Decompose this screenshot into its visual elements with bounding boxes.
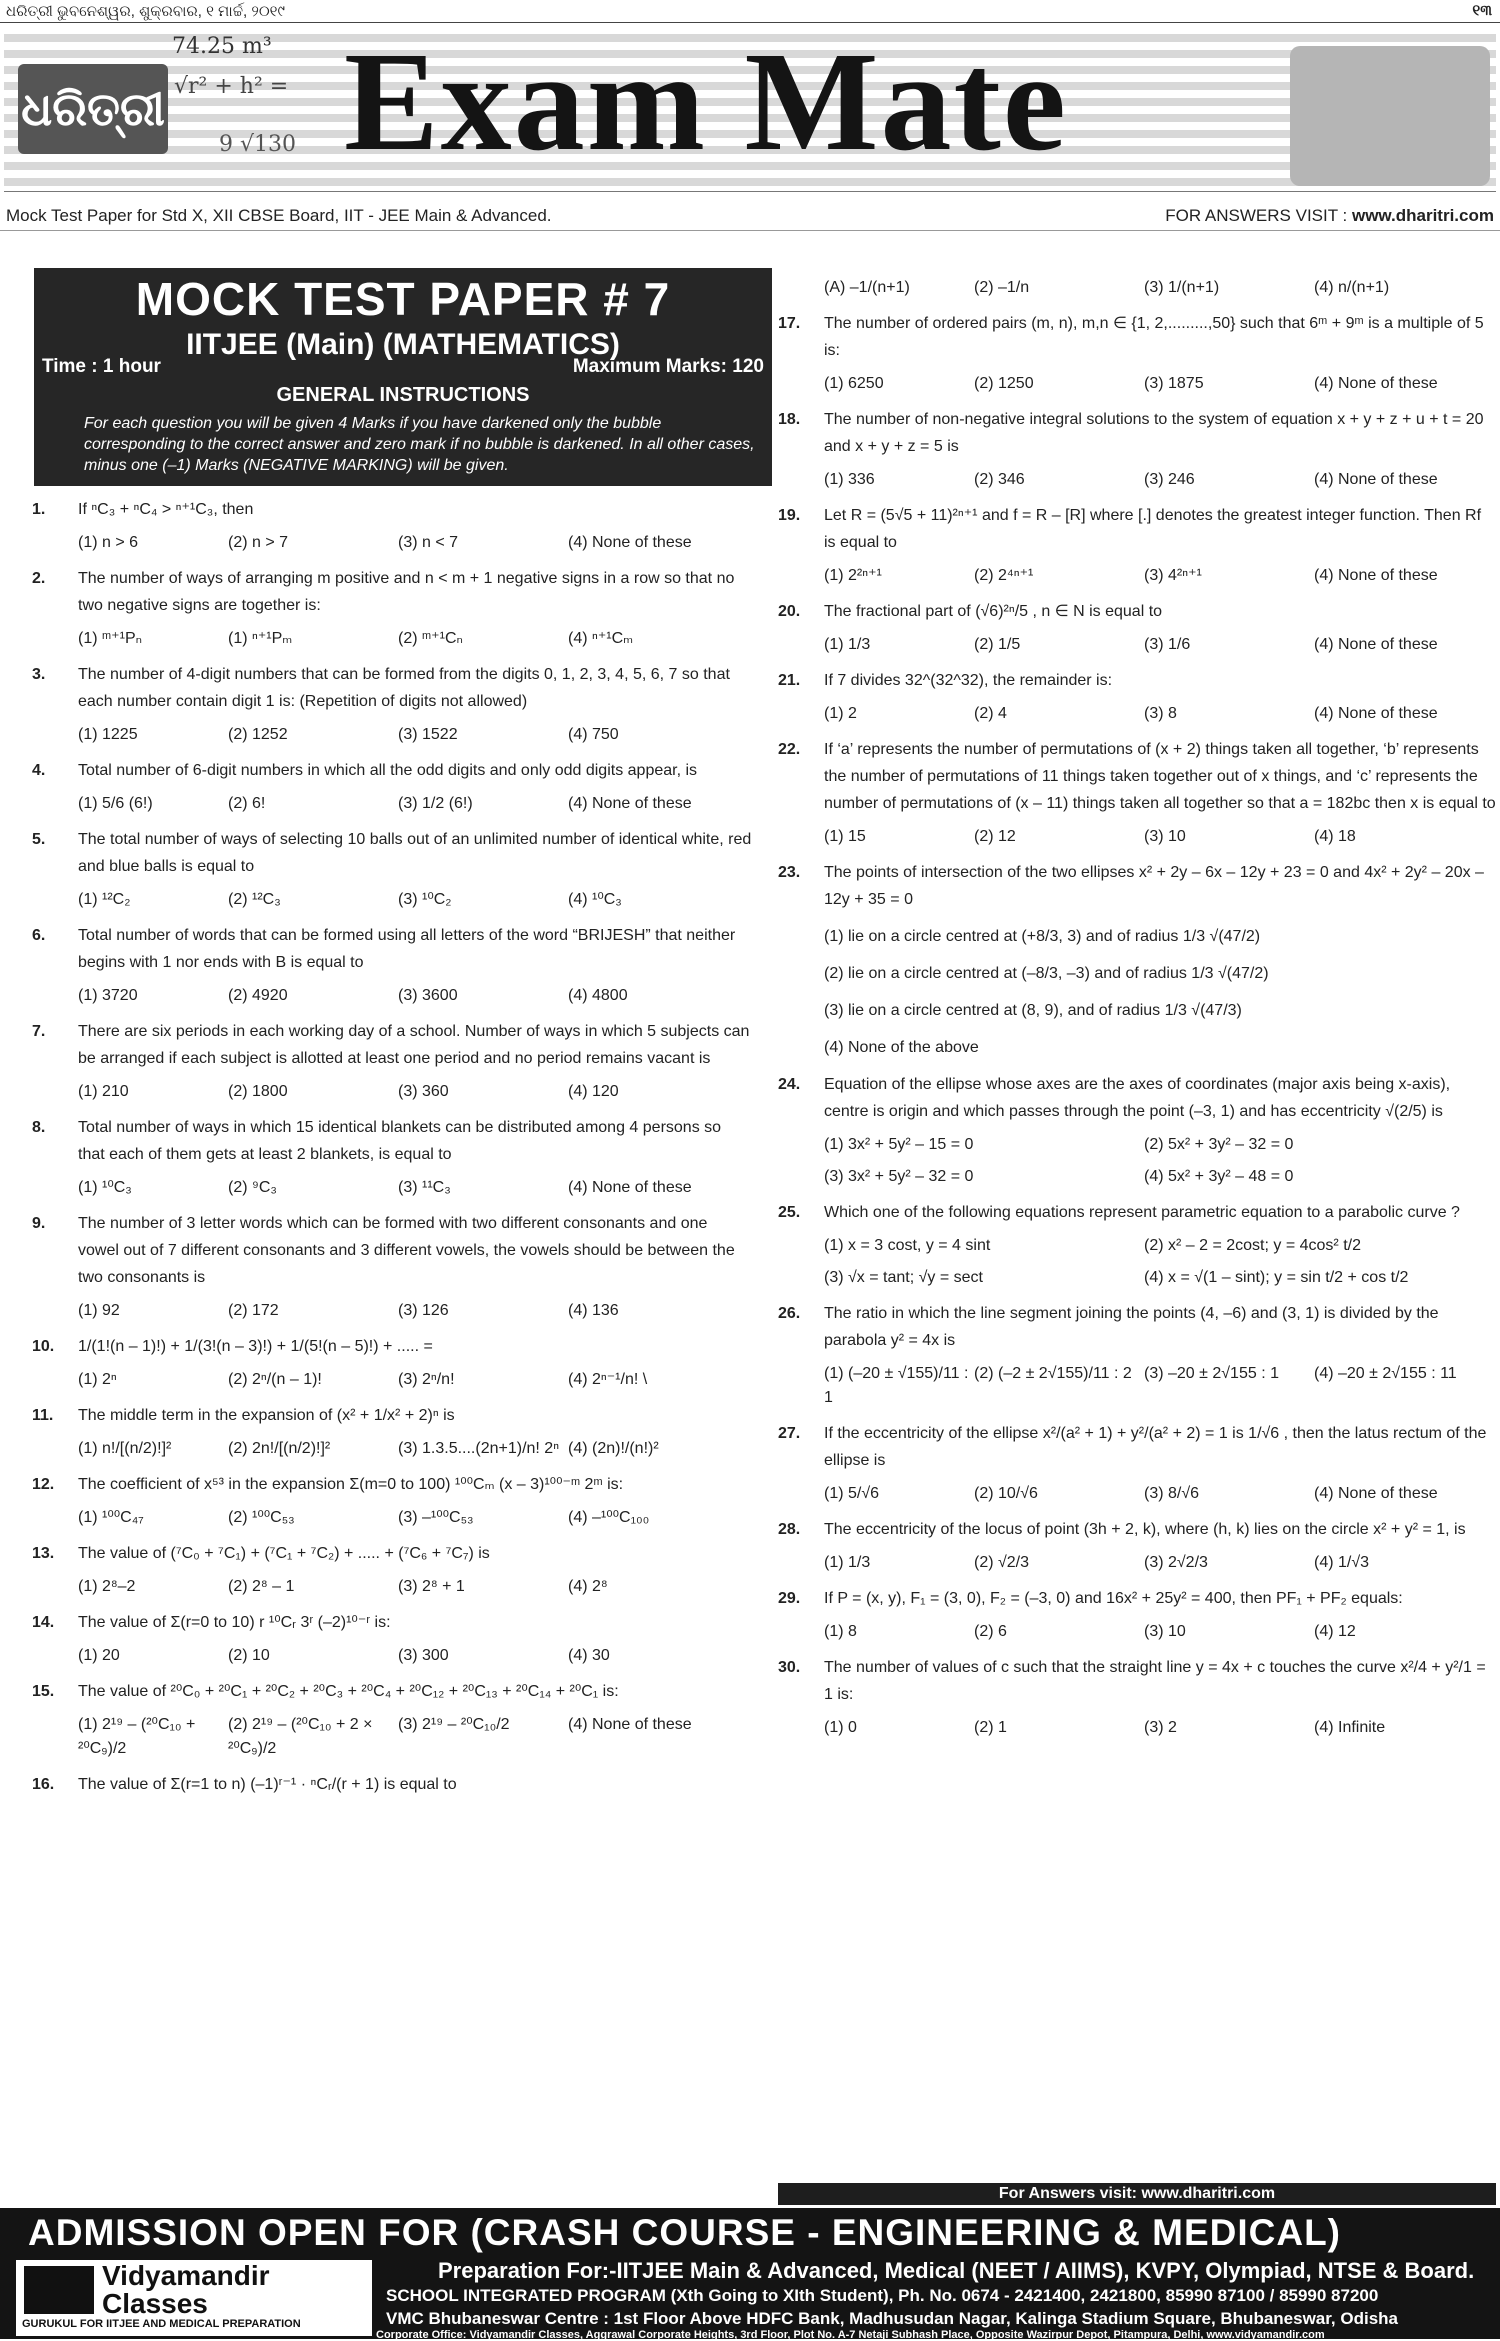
- question-number: 23.: [778, 864, 801, 881]
- answer-option[interactable]: (3) 1522: [398, 726, 458, 743]
- option-row: [78, 1176, 752, 1200]
- answer-option[interactable]: (2) 1: [974, 1719, 1007, 1736]
- answer-option[interactable]: (3) n < 7: [398, 534, 459, 551]
- question-text: The number of ordered pairs (m, n), m,n ∈ {1, 2,.........,50} such that 6ᵐ + 9ᵐ is a multiple of 5 is:: [824, 315, 1484, 359]
- banner-title: Exam Mate: [344, 26, 1068, 180]
- answer-option[interactable]: (3) 3600: [398, 987, 458, 1004]
- answer-option[interactable]: (1) 0: [824, 1719, 857, 1736]
- answer-option[interactable]: (2) ¹²C₃: [228, 891, 281, 908]
- sip-line: SCHOOL INTEGRATED PROGRAM (Xth Going to XIth Student), Ph. No. 0674 - 2421400, 2421800, 85990 87100 / 85990 87200: [386, 2286, 1379, 2305]
- question-row: [778, 923, 1496, 950]
- question-number: [778, 997, 824, 1024]
- question-text: 1/(1!(n – 1)!) + 1/(3!(n – 3)!) + 1/(5!(n – 5)!) + ..... =: [78, 1338, 433, 1355]
- answer-option[interactable]: (2) 2ⁿ/(n – 1)!: [228, 1371, 322, 1388]
- option-row: [824, 564, 1496, 588]
- answer-option[interactable]: (3) 10: [1144, 1623, 1186, 1640]
- answer-option[interactable]: (3) 8: [1144, 705, 1177, 722]
- answer-option[interactable]: (2) –1/n: [974, 279, 1030, 296]
- question-number: 19.: [778, 507, 801, 524]
- right-question-list: [778, 276, 1496, 1740]
- answer-option[interactable]: (4) None of these: [1314, 375, 1438, 392]
- option-row: [824, 468, 1496, 492]
- option-row: [824, 633, 1496, 657]
- option-row: [824, 1362, 1496, 1410]
- answer-option[interactable]: (2) 1252: [228, 726, 288, 743]
- question-row: [32, 922, 752, 976]
- option-row: [78, 1080, 752, 1104]
- advertisement-footer: [0, 2208, 1500, 2339]
- answer-option[interactable]: (4) n/(n+1): [1314, 279, 1390, 296]
- question-row: [778, 1585, 1496, 1612]
- answer-option[interactable]: (4) 18: [1314, 828, 1356, 845]
- question-text: The value of Σ(r=0 to 10) r ¹⁰Cᵣ 3ʳ (–2)¹⁰⁻ʳ is:: [78, 1614, 391, 1631]
- answer-option[interactable]: (4) 136: [568, 1302, 619, 1319]
- question-number: 30.: [778, 1659, 801, 1676]
- answer-option[interactable]: (3) ¹¹C₃: [398, 1179, 451, 1196]
- answer-option[interactable]: (4) None of these: [1314, 636, 1438, 653]
- question-row: [778, 960, 1496, 987]
- option-row: [78, 1299, 752, 1323]
- question-number: [778, 960, 824, 987]
- question-row: [778, 1071, 1496, 1125]
- date-text: ଧରିତ୍ରୀ ଭୁବନେଶ୍ୱର, ଶୁକ୍ରବାର, ୧ ମାର୍ଚ୍ଚ, ୨୦୧୯: [6, 3, 285, 20]
- question-number: 18.: [778, 411, 801, 428]
- answer-option[interactable]: (2) 2⁴ⁿ⁺¹: [974, 567, 1034, 584]
- question-row: [32, 496, 752, 523]
- answer-option[interactable]: (2) 1800: [228, 1083, 288, 1100]
- question-row: [32, 1333, 752, 1360]
- question-row: [778, 502, 1496, 556]
- instructions-heading: GENERAL INSTRUCTIONS: [276, 384, 530, 406]
- question-text: The value of Σ(r=1 to n) (–1)ʳ⁻¹ · ⁿCᵣ/(r + 1) is equal to: [78, 1776, 457, 1793]
- answer-option[interactable]: (2) 2n!/[(n/2)!]²: [228, 1440, 331, 1457]
- question-row: [32, 661, 752, 715]
- answer-option[interactable]: (3) 1.3.5....(2n+1)/n! 2ⁿ: [398, 1440, 560, 1457]
- answer-option[interactable]: (1) 2ⁿ: [78, 1371, 117, 1388]
- answers-bar[interactable]: For Answers visit: www.dharitri.com: [778, 2183, 1496, 2205]
- question-row: [778, 997, 1496, 1024]
- answer-option[interactable]: (3) 1/(n+1): [1144, 279, 1220, 296]
- question-number: 26.: [778, 1305, 801, 1322]
- answer-option[interactable]: (4) None of these: [1314, 471, 1438, 488]
- answer-option[interactable]: (2) 4920: [228, 987, 288, 1004]
- answer-option[interactable]: (1) 3x² + 5y² – 15 = 0: [824, 1136, 974, 1153]
- question-number: 11.: [32, 1407, 54, 1424]
- answer-option[interactable]: (2) 6!: [228, 795, 266, 812]
- option-row: [824, 1482, 1496, 1506]
- question-row: [778, 406, 1496, 460]
- answer-option[interactable]: (3) 246: [1144, 471, 1195, 488]
- answer-option[interactable]: (4) None of these: [568, 534, 692, 551]
- answer-option[interactable]: (4) (2n)!/(n!)²: [568, 1440, 659, 1457]
- question-number: 1.: [32, 501, 46, 518]
- question-text: Equation of the ellipse whose axes are the axes of coordinates (major axis being x-axis), centre is origin and which passes through the point (–3, 1) and has eccentricity √(2/5) is: [824, 1076, 1451, 1120]
- option-row: [824, 1620, 1496, 1644]
- answer-option[interactable]: (3) 2: [1144, 1719, 1177, 1736]
- question-number: 5.: [32, 831, 46, 848]
- question-row: [778, 736, 1496, 817]
- answer-option[interactable]: (2) ᵐ⁺¹Cₙ: [398, 630, 463, 647]
- question-number: 25.: [778, 1204, 801, 1221]
- left-column: [32, 268, 764, 1798]
- question-number: [778, 1034, 824, 1061]
- question-row: [32, 1471, 752, 1498]
- question-number: 16.: [32, 1776, 55, 1793]
- answer-option[interactable]: (4) x = √(1 – sint); y = sin t/2 + cos t/2: [1144, 1269, 1409, 1286]
- question-row: [32, 1210, 752, 1291]
- paper-subject: IITJEE (Main) (MATHEMATICS): [186, 328, 620, 361]
- answer-option[interactable]: (2) 10: [228, 1647, 270, 1664]
- answer-option[interactable]: (1) x = 3 cost, y = 4 sint: [824, 1237, 991, 1254]
- question-row: [32, 565, 752, 619]
- question-number: 15.: [32, 1683, 55, 1700]
- answer-option[interactable]: (4) 1/√3: [1314, 1554, 1370, 1571]
- option-row: [824, 276, 1496, 300]
- question-row: [778, 1300, 1496, 1354]
- question-number: 10.: [32, 1338, 55, 1355]
- answer-option[interactable]: (2) ⁹C₃: [228, 1179, 277, 1196]
- answer-option[interactable]: (1) 3720: [78, 987, 138, 1004]
- question-text: (3) lie on a circle centred at (8, 9), and of radius 1/3 √(47/3): [824, 1002, 1242, 1019]
- question-text: The number of 4-digit numbers that can be formed from the digits 0, 1, 2, 3, 4, 5, 6, 7 so that each number contain digit 1 is: (Repetition of digits not allowed): [78, 666, 730, 710]
- answer-option[interactable]: (1) n > 6: [78, 534, 139, 551]
- answer-option[interactable]: (4) 2ⁿ⁻¹/n! \: [568, 1371, 648, 1388]
- question-row: [32, 1771, 752, 1798]
- question-text: The ratio in which the line segment joining the points (4, –6) and (3, 1) is divided by the parabola y² = 4x is: [824, 1305, 1439, 1349]
- question-number: 21.: [778, 672, 801, 689]
- answers-label: FOR ANSWERS VISIT :: [1165, 206, 1352, 225]
- option-row: [78, 1713, 752, 1761]
- answer-option[interactable]: (1) 8: [824, 1623, 857, 1640]
- answer-option[interactable]: (A) –1/(n+1): [824, 279, 910, 296]
- question-number: 7.: [32, 1023, 46, 1040]
- answer-option[interactable]: (3) √x = tant; √y = sect: [824, 1269, 983, 1286]
- question-text: The fractional part of (√6)²ⁿ/5 , n ∈ N is equal to: [824, 603, 1163, 620]
- answer-option[interactable]: (1) 2⁸–2: [78, 1578, 136, 1595]
- answer-option[interactable]: (1) ᵐ⁺¹Pₙ: [78, 630, 142, 647]
- answer-option[interactable]: (2) n > 7: [228, 534, 289, 551]
- question-row: [32, 1402, 752, 1429]
- answer-option[interactable]: (1) 1/3: [824, 636, 871, 653]
- answer-option[interactable]: (1) 2: [824, 705, 857, 722]
- question-text: Which one of the following equations represent parametric equation to a parabolic curve ?: [824, 1204, 1460, 1221]
- answer-option[interactable]: (1) 2²ⁿ⁺¹: [824, 567, 882, 584]
- answer-option[interactable]: (4) 30: [568, 1647, 610, 1664]
- question-text: The total number of ways of selecting 10 balls out of an unlimited number of identical white, red and blue balls is equal to: [78, 831, 752, 875]
- banner-math-2: √r² + h² =: [174, 74, 289, 99]
- vidyamandir-logo: [16, 2260, 372, 2336]
- question-row: [32, 1540, 752, 1567]
- question-text: The number of 3 letter words which can be formed with two different consonants and one vowel out of 7 different consonants and 3 different vowels, the vowels should be between the two consonants is: [78, 1215, 735, 1286]
- answer-option[interactable]: (1) 15: [824, 828, 866, 845]
- option-row: [824, 702, 1496, 726]
- answer-option[interactable]: (3) 8/√6: [1144, 1485, 1200, 1502]
- brand-tagline: GURUKUL FOR IITJEE AND MEDICAL PREPARATION: [22, 2318, 301, 2330]
- option-row: [78, 888, 752, 912]
- answer-option[interactable]: (1) 20: [78, 1647, 120, 1664]
- answer-option[interactable]: (1) 92: [78, 1302, 120, 1319]
- answer-option[interactable]: (2) 10/√6: [974, 1485, 1038, 1502]
- answer-option[interactable]: (1) 5/√6: [824, 1485, 880, 1502]
- question-row: [32, 1678, 752, 1705]
- question-text: The number of non-negative integral solutions to the system of equation x + y + z + u + t = 20 and x + y + z = 5 is: [824, 411, 1484, 455]
- banner: [4, 26, 1496, 192]
- question-number: 29.: [778, 1590, 801, 1607]
- admission-headline: ADMISSION OPEN FOR (CRASH COURSE - ENGINEERING & MEDICAL): [28, 2212, 1341, 2253]
- question-number: 20.: [778, 603, 801, 620]
- option-row: [78, 792, 752, 816]
- subtitle-left: Mock Test Paper for Std X, XII CBSE Board, IIT - JEE Main & Advanced.: [6, 206, 552, 225]
- corporate-line: Corporate Office: Vidyamandir Classes, Aggrawal Corporate Heights, 3rd Floor, Plot No. A-7 Netaji Subhash Place, Opposite Wazirpur Depot, Pitampura, Delhi, www.vidyamandir.com: [376, 2329, 1325, 2341]
- option-row: [824, 825, 1496, 849]
- option-row: [824, 1133, 1496, 1157]
- question-number: 2.: [32, 570, 46, 587]
- answer-option[interactable]: (2) 346: [974, 471, 1025, 488]
- answer-option[interactable]: (3) 3x² + 5y² – 32 = 0: [824, 1168, 974, 1185]
- page-number: ୧୩: [1472, 2, 1492, 19]
- answer-option[interactable]: (1) ¹⁰⁰C₄₇: [78, 1509, 144, 1526]
- answer-option[interactable]: (2) √2/3: [974, 1554, 1030, 1571]
- answer-option[interactable]: (2) 4: [974, 705, 1007, 722]
- newspaper-logo: ଧରିତ୍ରୀ: [18, 64, 168, 154]
- question-row: [32, 826, 752, 880]
- answer-option[interactable]: (3) 10: [1144, 828, 1186, 845]
- answer-option[interactable]: (1) ¹⁰C₃: [78, 1179, 132, 1196]
- banner-math-3: 9 √130: [219, 132, 296, 157]
- question-text: If ⁿC₃ + ⁿC₄ > ⁿ⁺¹C₃, then: [78, 501, 254, 518]
- answer-option[interactable]: (4) Infinite: [1314, 1719, 1386, 1736]
- paper-header: [34, 268, 772, 486]
- question-number: 27.: [778, 1425, 801, 1442]
- question-text: The number of values of c such that the straight line y = 4x + c touches the curve x²/4 + y²/1 = 1 is:: [824, 1659, 1486, 1703]
- left-question-list: [32, 496, 752, 1798]
- answer-option[interactable]: (2) 172: [228, 1302, 279, 1319]
- question-text: There are six periods in each working day of a school. Number of ways in which 5 subjects can be arranged if each subject is allotted at least one period and no period remains vacant is: [78, 1023, 750, 1067]
- question-row: [778, 310, 1496, 364]
- question-text: If P = (x, y), F₁ = (3, 0), F₂ = (–3, 0) and 16x² + 25y² = 400, then PF₁ + PF₂ equals:: [824, 1590, 1403, 1607]
- question-text: If ‘a’ represents the number of permutations of (x + 2) things taken all together, ‘b’ represents the number of permutations of 11 things taken together out of x things, and ‘c’ represents the number of permutations of (x – 11) things taken all together so that a = 182bc then x is equal to: [824, 741, 1496, 812]
- question-text: The number of ways of arranging m positive and n < m + 1 negative signs in a row so that no two negative signs are together is:: [78, 570, 735, 614]
- answer-option[interactable]: (3) 2¹⁹ – ²⁰C₁₀/2: [398, 1716, 510, 1733]
- answer-option[interactable]: (2) 12: [974, 828, 1016, 845]
- question-text: The points of intersection of the two ellipses x² + 2y – 6x – 12y + 23 = 0 and 4x² + 2y² – 20x – 12y + 35 = 0: [824, 864, 1484, 908]
- answer-option[interactable]: (4) None of these: [568, 1179, 692, 1196]
- answer-option[interactable]: (2) (–2 ± 2√155)/11 : 2: [974, 1365, 1132, 1382]
- option-row: [78, 1644, 752, 1668]
- question-row: [778, 1420, 1496, 1474]
- answer-option[interactable]: (2) 2¹⁹ – (²⁰C₁₀ + 2 × ²⁰C₉)/2: [228, 1716, 373, 1757]
- answer-option[interactable]: (3) 2√2/3: [1144, 1554, 1208, 1571]
- question-text: (2) lie on a circle centred at (–8/3, –3) and of radius 1/3 √(47/2): [824, 965, 1269, 982]
- answer-option[interactable]: (4) ¹⁰C₃: [568, 891, 622, 908]
- option-row: [824, 1266, 1496, 1290]
- calculator-icon: [1290, 46, 1490, 186]
- question-row: [778, 859, 1496, 913]
- question-text: (4) None of the above: [824, 1039, 979, 1056]
- paper-title: MOCK TEST PAPER # 7: [135, 273, 671, 325]
- question-row: [32, 757, 752, 784]
- question-number: [778, 923, 824, 950]
- option-row: [78, 1437, 752, 1461]
- question-number: 4.: [32, 762, 46, 779]
- question-text: If the eccentricity of the ellipse x²/(a² + 1) + y²/(a² + 2) = 1 is 1/√6 , then the latus rectum of the ellipse is: [824, 1425, 1487, 1469]
- question-text: The value of (⁷C₀ + ⁷C₁) + (⁷C₁ + ⁷C₂) + ..... + (⁷C₆ + ⁷C₇) is: [78, 1545, 490, 1562]
- question-text: Let R = (5√5 + 11)²ⁿ⁺¹ and f = R – [R] where [.] denotes the greatest integer function. Then Rf is equal to: [824, 507, 1482, 551]
- answers-link[interactable]: www.dharitri.com: [1351, 206, 1494, 225]
- answer-option[interactable]: (2) 1/5: [974, 636, 1021, 653]
- answer-option[interactable]: (3) 1/6: [1144, 636, 1191, 653]
- question-row: [778, 1654, 1496, 1708]
- answer-option[interactable]: (2) 1250: [974, 375, 1034, 392]
- book-icon: [24, 2266, 94, 2314]
- answer-option[interactable]: (4) None of these: [1314, 1485, 1438, 1502]
- answer-option[interactable]: (3) –¹⁰⁰C₅₃: [398, 1509, 474, 1526]
- answer-option[interactable]: (4) 750: [568, 726, 619, 743]
- date-line: [0, 0, 1500, 23]
- answer-option[interactable]: (2) 2⁸ – 1: [228, 1578, 295, 1595]
- question-number: 6.: [32, 927, 46, 944]
- question-text: The value of ²⁰C₀ + ²⁰C₁ + ²⁰C₂ + ²⁰C₃ + ²⁰C₄ + ²⁰C₁₂ + ²⁰C₁₃ + ²⁰C₁₄ + ²⁰C₁ is:: [78, 1683, 619, 1700]
- answer-option[interactable]: (1) 5/6 (6!): [78, 795, 153, 812]
- option-row: [78, 627, 752, 651]
- question-text: The middle term in the expansion of (x² + 1/x² + 2)ⁿ is: [78, 1407, 455, 1424]
- answer-option[interactable]: (1) (–20 ± √155)/11 : 1: [824, 1365, 969, 1406]
- answer-option[interactable]: (4) ⁿ⁺¹Cₘ: [568, 630, 634, 647]
- option-row: [78, 1368, 752, 1392]
- question-text: The coefficient of x⁵³ in the expansion Σ(m=0 to 100) ¹⁰⁰Cₘ (x – 3)¹⁰⁰⁻ᵐ 2ᵐ is:: [78, 1476, 624, 1493]
- question-text: The eccentricity of the locus of point (3h + 2, k), where (h, k) lies on the circle x² + y² = 1, is: [824, 1521, 1466, 1538]
- subtitle-line: [0, 204, 1500, 231]
- answer-option[interactable]: (3) 2⁸ + 1: [398, 1578, 465, 1595]
- paper-time: Time : 1 hour: [42, 356, 161, 377]
- answer-option[interactable]: (4) 2⁸: [568, 1578, 608, 1595]
- answer-option[interactable]: (1) 6250: [824, 375, 884, 392]
- answer-option[interactable]: (1) n!/[(n/2)!]²: [78, 1440, 172, 1457]
- answer-option[interactable]: (4) 12: [1314, 1623, 1356, 1640]
- question-text: (1) lie on a circle centred at (+8/3, 3) and of radius 1/3 √(47/2): [824, 928, 1261, 945]
- question-row: [778, 1516, 1496, 1543]
- option-row: [824, 372, 1496, 396]
- option-row: [824, 1716, 1496, 1740]
- question-number: 24.: [778, 1076, 801, 1093]
- prep-line: Preparation For:-IITJEE Main & Advanced, Medical (NEET / AIIMS), KVPY, Olympiad, NTSE & Board.: [438, 2258, 1475, 2283]
- answer-option[interactable]: (1) 210: [78, 1083, 129, 1100]
- answer-option[interactable]: (1) ¹²C₂: [78, 891, 131, 908]
- answer-option[interactable]: (1) 1225: [78, 726, 138, 743]
- answer-option[interactable]: (2) ¹⁰⁰C₅₃: [228, 1509, 295, 1526]
- answer-option[interactable]: (1) 1/3: [824, 1554, 871, 1571]
- question-row: [778, 1199, 1496, 1226]
- answer-option[interactable]: (4) None of these: [568, 1716, 692, 1733]
- option-row: [824, 1234, 1496, 1258]
- option-row: [78, 531, 752, 555]
- question-number: 12.: [32, 1476, 55, 1493]
- instructions-text: For each question you will be given 4 Marks if you have darkened only the bubble corresponding to the correct answer and zero mark if no bubble is darkened. In all other cases, minus one (–1) Marks (NEGATIVE MARKING) will be given.: [84, 415, 755, 474]
- right-column: [778, 268, 1496, 1744]
- question-number: 14.: [32, 1614, 55, 1631]
- answer-option[interactable]: (3) 1/2 (6!): [398, 795, 473, 812]
- option-row: [824, 1165, 1496, 1189]
- paper-marks: Maximum Marks: 120: [572, 356, 764, 377]
- question-number: 8.: [32, 1119, 46, 1136]
- answer-option[interactable]: (3) 300: [398, 1647, 449, 1664]
- brand-name: Vidyamandir Classes: [102, 2260, 270, 2319]
- centre-line: VMC Bhubaneswar Centre : 1st Floor Above HDFC Bank, Madhusudan Nagar, Kalinga Stadium Square, Bhubaneswar, Odisha: [386, 2309, 1398, 2328]
- question-number: 13.: [32, 1545, 55, 1562]
- answer-option[interactable]: (3) 126: [398, 1302, 449, 1319]
- answer-option[interactable]: (4) 4800: [568, 987, 628, 1004]
- question-number: 28.: [778, 1521, 801, 1538]
- answer-option[interactable]: (4) None of these: [1314, 705, 1438, 722]
- question-row: [32, 1114, 752, 1168]
- answer-option[interactable]: (2) x² – 2 = 2cost; y = 4cos² t/2: [1144, 1237, 1361, 1254]
- answer-option[interactable]: (3) 360: [398, 1083, 449, 1100]
- question-number: 22.: [778, 741, 801, 758]
- answer-option[interactable]: (4) None of these: [1314, 567, 1438, 584]
- question-row: [778, 667, 1496, 694]
- question-text: If 7 divides 32^(32^32), the remainder is:: [824, 672, 1113, 689]
- banner-math-1: 74.25 m³: [172, 34, 272, 59]
- answer-option[interactable]: (4) –20 ± 2√155 : 11: [1314, 1365, 1457, 1382]
- question-text: Total number of 6-digit numbers in which all the odd digits and only odd digits appear, is: [78, 762, 698, 779]
- answer-option[interactable]: (4) –¹⁰⁰C₁₀₀: [568, 1509, 650, 1526]
- option-row: [78, 984, 752, 1008]
- question-number: 17.: [778, 315, 801, 332]
- answer-option[interactable]: (2) 6: [974, 1623, 1007, 1640]
- question-number: 9.: [32, 1215, 46, 1232]
- question-text: Total number of words that can be formed using all letters of the word “BRIJESH” that neither begins with 1 nor ends with B is equal to: [78, 927, 736, 971]
- question-row: [32, 1609, 752, 1636]
- question-text: Total number of ways in which 15 identical blankets can be distributed among 4 persons so that each of them gets at least 2 blankets, is equal to: [78, 1119, 722, 1163]
- option-row: [78, 1575, 752, 1599]
- answer-option[interactable]: (1) 2¹⁹ – (²⁰C₁₀ + ²⁰C₉)/2: [78, 1716, 196, 1757]
- answer-option[interactable]: (3) –20 ± 2√155 : 1: [1144, 1365, 1279, 1382]
- subtitle-right: [1165, 206, 1494, 226]
- answer-option[interactable]: (1) ⁿ⁺¹Pₘ: [228, 630, 293, 647]
- answer-option[interactable]: (1) 336: [824, 471, 875, 488]
- answer-option[interactable]: (4) 5x² + 3y² – 48 = 0: [1144, 1168, 1294, 1185]
- option-row: [824, 1551, 1496, 1575]
- answer-option[interactable]: (3) 1875: [1144, 375, 1204, 392]
- answer-option[interactable]: (2) 5x² + 3y² – 32 = 0: [1144, 1136, 1294, 1153]
- option-row: [78, 1506, 752, 1530]
- question-row: [778, 598, 1496, 625]
- answer-option[interactable]: (4) None of these: [568, 795, 692, 812]
- option-row: [78, 723, 752, 747]
- answer-option[interactable]: (3) 4²ⁿ⁺¹: [1144, 567, 1202, 584]
- question-row: [32, 1018, 752, 1072]
- answer-option[interactable]: (3) ¹⁰C₂: [398, 891, 452, 908]
- question-row: [778, 1034, 1496, 1061]
- answer-option[interactable]: (3) 2ⁿ/n!: [398, 1371, 455, 1388]
- question-number: 3.: [32, 666, 46, 683]
- answer-option[interactable]: (4) 120: [568, 1083, 619, 1100]
